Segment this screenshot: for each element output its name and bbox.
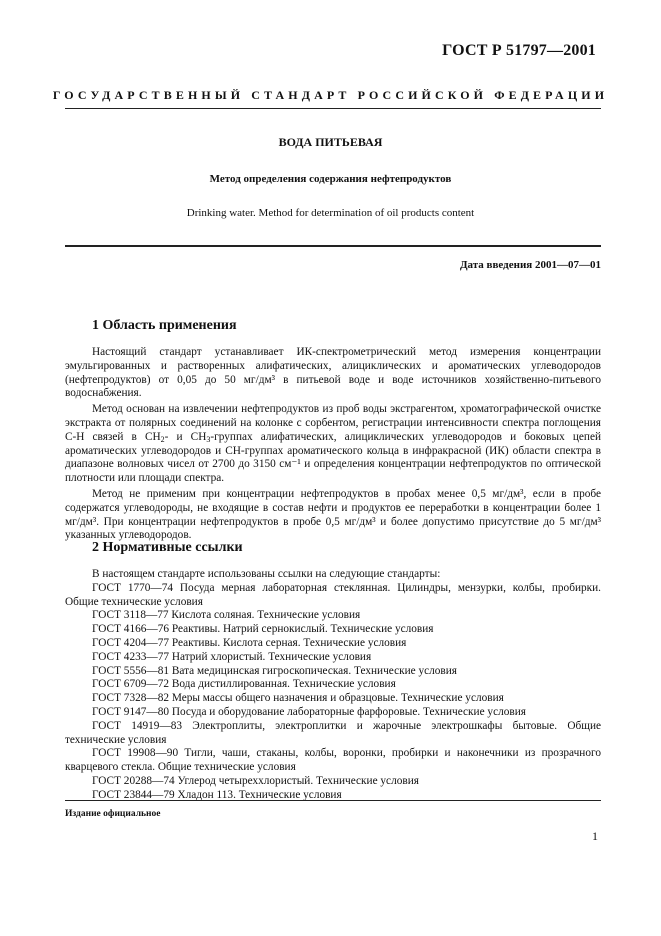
header-divider (65, 108, 601, 109)
title-divider (65, 245, 601, 247)
reference-item: ГОСТ 14919—83 Электроплиты, электроплитки и жарочные электрошкафы бытовые. Общие технические условия (65, 719, 601, 746)
document-subtitle: Метод определения содержания нефтепродуктов (209, 173, 452, 185)
section-1-paragraph-3: Метод не применим при концентрации нефтепродуктов в пробах менее 0,5 мг/дм³, если в пробе содержатся углеводороды, не входящие в состав нефти и продуктов ее переработки в концентрации более 1 мг/дм³. При концентрации нефтепродуктов в пробе 0,5 мг/дм³ и более допустимо присутствие до 5 мг/дм³ указанных углеводородов. (65, 487, 601, 542)
page-number: 1 (592, 829, 598, 843)
section-2-heading: 2 Нормативные ссылки (92, 540, 243, 555)
reference-item: ГОСТ 4233—77 Натрий хлористый. Технические условия (92, 650, 372, 663)
reference-item: ГОСТ 4166—76 Реактивы. Натрий сернокислый. Технические условия (92, 623, 434, 636)
introduction-date: Дата введения 2001—07—01 (459, 259, 601, 271)
reference-item: ГОСТ 3118—77 Кислота соляная. Технические условия (92, 609, 361, 622)
english-title: Drinking water. Method for determination of oil products content (186, 207, 475, 219)
document-code: ГОСТ Р 51797—2001 (442, 42, 596, 59)
reference-item: ГОСТ 20288—74 Углерод четыреххлористый. Технические условия (92, 774, 419, 787)
reference-item: ГОСТ 23844—79 Хладон 113. Технические условия (92, 788, 342, 801)
references-intro: В настоящем стандарте использованы ссылки на следующие стандарты: (92, 568, 441, 580)
reference-item: ГОСТ 9147—80 Посуда и оборудование лабораторные фарфоровые. Технические условия (92, 705, 526, 718)
section-1-paragraph-2: Метод основан на извлечении нефтепродуктов из проб воды экстрагентом, хроматографической очистке экстракта от полярных соединений на колонке с сорбентом, регистрации интенсивности спектра поглощения С-Н связей в $СН_2-$ и $СН_3$-группах алифатических, алициклических углеводородов и боковых цепей ароматических углеводородов и СН-группах ароматического кольца в инфракрасной (ИК) области спектра в диапазоне волновых чисел от 2700 до 3150 см⁻¹ и определения концентрации нефтепродуктов по оптической плотности или площади спектра. (65, 403, 602, 485)
reference-item: ГОСТ 4204—77 Реактивы. Кислота серная. Технические условия (92, 636, 407, 649)
section-1-heading: 1 Область применения (92, 318, 237, 333)
footer-divider (65, 800, 601, 801)
reference-item: ГОСТ 1770—74 Посуда мерная лабораторная стеклянная. Цилиндры, мензурки, колбы, пробирки. Общие технические условия (65, 581, 601, 608)
references-list (65, 568, 601, 803)
reference-item: ГОСТ 5556—81 Вата медицинская гигроскопическая. Технические условия (92, 664, 457, 677)
section-1-body (65, 346, 601, 543)
document-title: ВОДА ПИТЬЕВАЯ (278, 135, 383, 149)
edition-note: Издание официальное (65, 809, 161, 819)
reference-item: ГОСТ 7328—82 Меры массы общего назначения и образцовые. Технические условия (92, 692, 504, 705)
reference-item: ГОСТ 19908—90 Тигли, чаши, стаканы, колбы, воронки, пробирки и наконечники из прозрачного кварцевого стекла. Общие технические условия (65, 747, 601, 774)
section-1-paragraph-1: Настоящий стандарт устанавливает ИК-спектрометрический метод измерения концентрации эмульгированных и растворенных алифатических, алициклических и ароматических углеводородов (нефтепродуктов) от 0,05 до 50 мг/дм³ в питьевой воде и воде источников хозяйственно-питьевого водоснабжения. (65, 346, 601, 400)
reference-item: ГОСТ 6709—72 Вода дистиллированная. Технические условия (92, 678, 396, 691)
state-standard-heading: ГОСУДАРСТВЕННЫЙ СТАНДАРТ РОССИЙСКОЙ ФЕДЕРАЦИИ (52, 88, 609, 102)
